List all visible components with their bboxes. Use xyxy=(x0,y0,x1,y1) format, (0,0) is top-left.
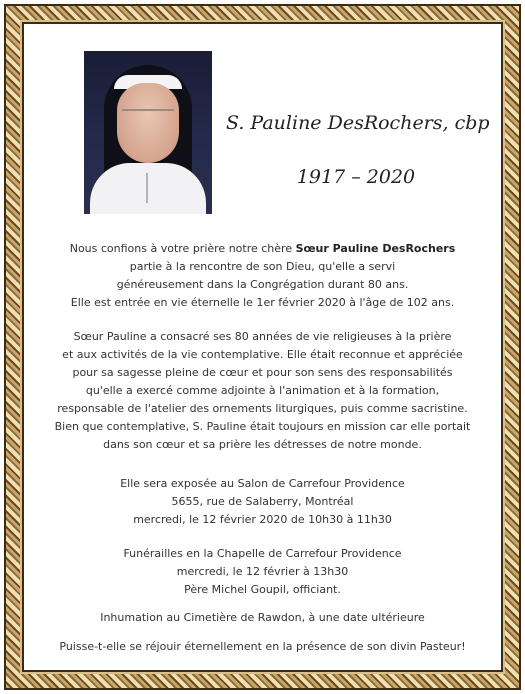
life-line: dans son cœur et sa prière les détresses de notre monde. xyxy=(103,438,422,451)
announcement-line-1 xyxy=(40,240,485,258)
life-paragraph xyxy=(40,328,485,454)
announcement-text: Nous confions à votre prière notre chère xyxy=(69,242,296,255)
burial-line: Inhumation au Cimetière de Rawdon, à une date ultérieure xyxy=(100,611,425,624)
announcement-line-2: partie à la rencontre de son Dieu, qu'elle a servi xyxy=(129,260,396,273)
funeral-line: mercredi, le 12 février à 13h30 xyxy=(176,565,349,578)
closing-line: Puisse-t-elle se réjouir éternellement en la présence de son divin Pasteur! xyxy=(59,640,466,653)
pendant-shape xyxy=(146,173,148,203)
portrait-photo xyxy=(84,51,212,214)
glasses-shape xyxy=(122,109,174,123)
life-line: Bien que contemplative, S. Pauline était toujours en mission car elle portait xyxy=(54,420,471,433)
life-line: qu'elle a exercé comme adjointe à l'animation et à la formation, xyxy=(85,384,440,397)
life-line: Sœur Pauline a consacré ses 80 années de vie religieuses à la prière xyxy=(73,330,452,343)
life-line: et aux activités de la vie contemplative. Elle était reconnue et appréciée xyxy=(62,348,463,361)
deceased-name: S. Pauline DesRochers, cbp xyxy=(226,112,490,134)
announcement-line-4: Elle est entrée en vie éternelle le 1er février 2020 à l'âge de 102 ans. xyxy=(70,296,455,309)
life-line: pour sa sagesse pleine de cœur et pour son sens des responsabilités xyxy=(72,366,453,379)
burial-info xyxy=(40,609,485,627)
exposition-info xyxy=(40,475,485,529)
announcement-paragraph xyxy=(40,240,485,312)
face-shape xyxy=(117,83,179,163)
closing-prayer xyxy=(40,638,485,656)
funeral-line: Funérailles en la Chapelle de Carrefour Providence xyxy=(123,547,402,560)
sister-name-bold: Sœur Pauline DesRochers xyxy=(295,242,456,255)
funeral-line: Père Michel Goupil, officiant. xyxy=(184,583,341,596)
life-dates: 1917 – 2020 xyxy=(296,166,416,188)
collar-shape xyxy=(90,163,206,214)
exposition-line: mercredi, le 12 février 2020 de 10h30 à 11h30 xyxy=(133,513,392,526)
exposition-line: 5655, rue de Salaberry, Montréal xyxy=(171,495,354,508)
life-line: responsable de l'atelier des ornements liturgiques, puis comme sacristine. xyxy=(57,402,468,415)
announcement-line-3: généreusement dans la Congrégation durant 80 ans. xyxy=(116,278,409,291)
exposition-line: Elle sera exposée au Salon de Carrefour Providence xyxy=(120,477,405,490)
funeral-info xyxy=(40,545,485,599)
